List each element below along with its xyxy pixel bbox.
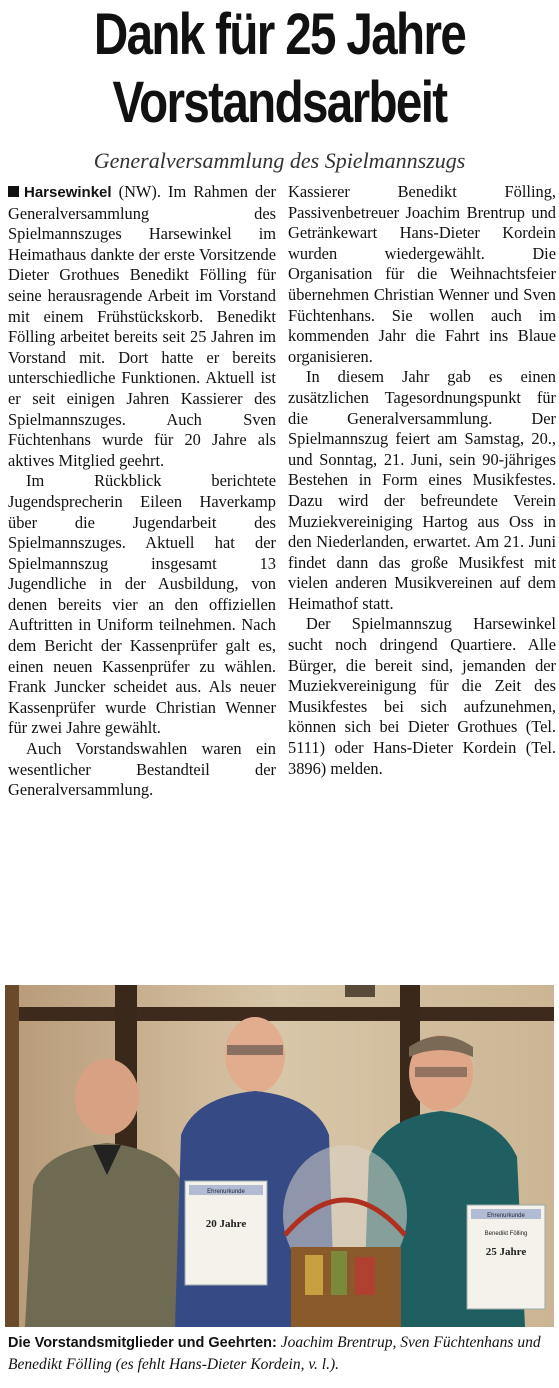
paragraph-3-continued: Kassierer Benedikt Fölling, Passivenbetreuer Joachim Brentrup und Getränkewart Hans-Dieter Kordein wurden wiedergewählt. Die Organisation für die Weihnachtsfeier übernehmen Christian Wenner und Sven Füchtenhans. Sie wollen auch im kommenden Jahr die Fahrt ins Blaue organisieren. <box>288 182 556 366</box>
bullet-square-icon <box>8 186 19 197</box>
headline-line-2: Vorstandsarbeit <box>112 70 447 135</box>
certificate-right-name: Benedikt Fölling <box>484 1231 528 1237</box>
article-subtitle: Generalversammlung des Spielmannszugs <box>93 148 466 173</box>
dateline-place: Harsewinkel <box>24 184 112 201</box>
caption-label: Die Vorstandsmitglieder und Geehrten: <box>8 1335 277 1351</box>
certificate-left-header: Ehrenurkunde <box>207 1189 245 1195</box>
certificate-left-years: 20 Jahre <box>205 1218 247 1230</box>
certificate-right-years: 25 Jahre <box>485 1246 527 1258</box>
photo-caption <box>8 1332 553 1376</box>
paragraph-3: Auch Vorstandswahlen waren ein wesentlicher Bestandteil der Generalversammlung. <box>8 739 276 800</box>
headline-line-1: Dank für 25 Jahre <box>93 2 466 67</box>
article-column-left <box>8 182 276 801</box>
certificate-right-header: Ehrenurkunde <box>487 1213 525 1219</box>
group-photo <box>5 985 554 1327</box>
caption-text: Joachim Brentrup, Sven Füchtenhans und Benedikt Fölling (es fehlt Hans-Dieter Kordein, v. l.). <box>8 1334 541 1373</box>
article-column-right <box>288 182 556 779</box>
paragraph-5: Der Spielmannszug Harsewinkel sucht noch dringend Quartiere. Alle Bürger, die bereit sind, jemanden der Muziekvereinigung für die Zeit des Musikfestes bei sich aufzunehmen, können sich bei Dieter Grothues (Tel. 5111) oder Hans-Dieter Kordein (Tel. 3896) melden. <box>288 614 556 778</box>
paragraph-2: Im Rückblick berichtete Jugendsprecherin Eileen Haverkamp über die Jugendarbeit des Spielmannszuges. Aktuell hat der Spielmannszug insgesamt 13 Jugendliche in der Ausbildung, von denen bereits vier an den offiziellen Auftritten in Uniform teilnehmen. Nach dem Bericht der Kassenprüfer galt es, einen neuen Kassenprüfer zu wählen. Frank Juncker scheidet aus. Als neuer Kassenprüfer wurde Christian Wenner für zwei Jahre gewählt. <box>8 471 276 738</box>
paragraph-1 <box>8 182 276 471</box>
paragraph-1-text: (NW). Im Rahmen der Generalversammlung des Spielmannszuges Harsewinkel im Heimathaus dankte der erste Vorsitzende Dieter Grothues Benedikt Fölling für seine herausragende Arbeit im Vorstand mit einem Frühstückskorb. Benedikt Fölling arbeitet bereits seit 25 Jahren im Vorstand mit. Dort hatte er bereits unterschiedliche Funktionen. Aktuell ist er seit einigen Jahren Kassierer des Spielmannszuges. Auch Sven Füchtenhans wurde für 20 Jahre als aktives Mitglied geehrt. <box>8 182 276 470</box>
paragraph-4: In diesem Jahr gab es einen zusätzlichen Tagesordnungspunkt für die Generalversammlung. Der Spielmannszug feiert am Samstag, 20., und Sonntag, 21. Juni, sein 90-jähriges Bestehen in Form eines Musikfestes. Dazu wird der befreundete Verein Muziekvereiniging Hartog aus Oss in den Niederlanden, erwartet. Am 21. Juni findet dann das große Musikfest mit vielen anderen Musikvereinen auf dem Heimathof statt. <box>288 367 556 613</box>
